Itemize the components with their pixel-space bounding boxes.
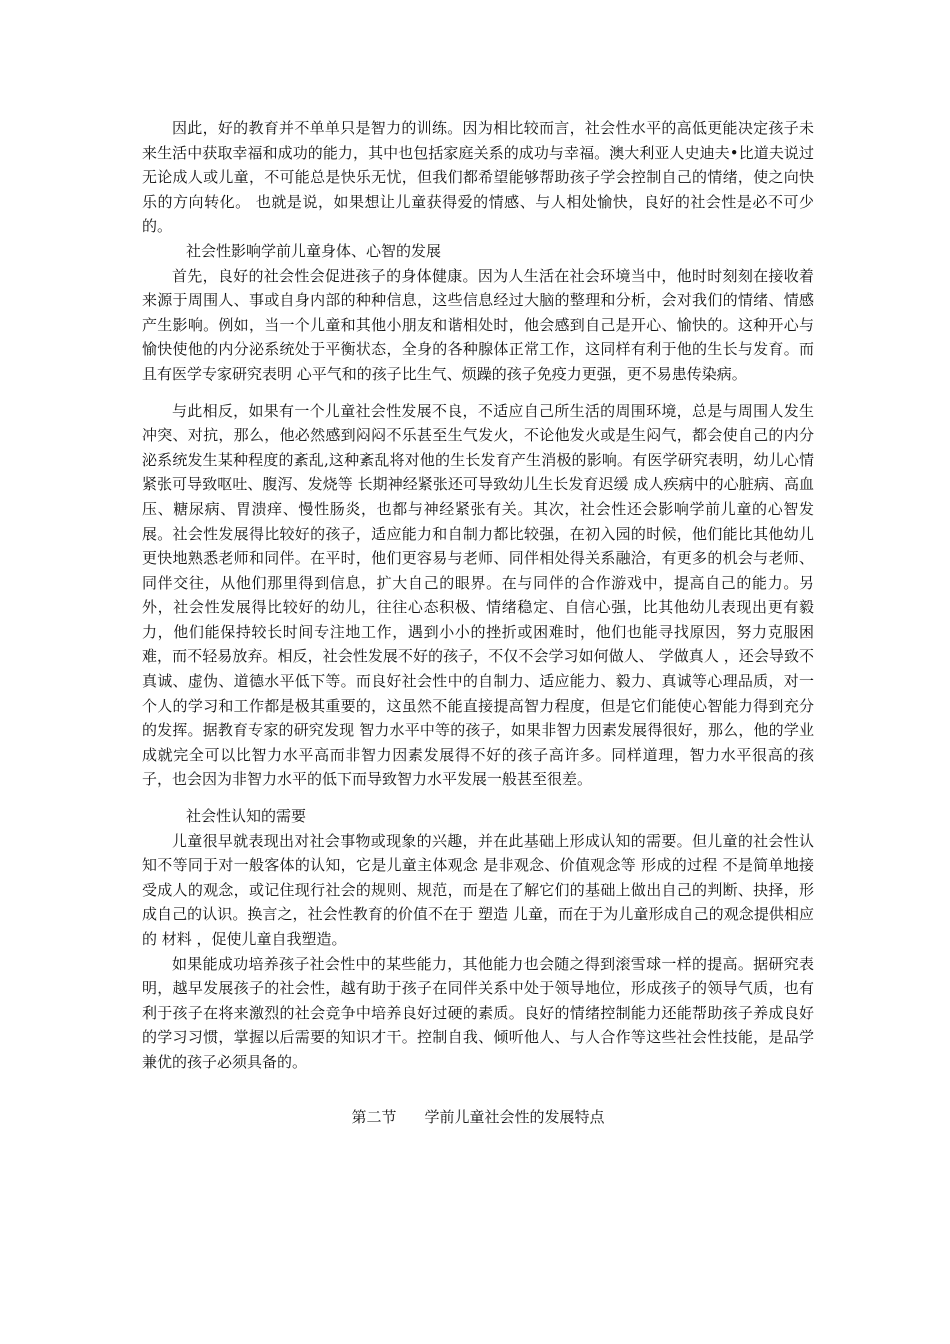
subheading-body-mind-development: 社会性影响学前儿童身体、心智的发展 [186, 241, 442, 260]
paragraph-poor-social-development: 与此相反，如果有一个儿童社会性发展不良，不适应自己所生活的周围环境，总是与周围人发生冲突、对抗，那么，他必然感到闷闷不乐甚至生气发火，不论他发火或是生闷气，都会使自己的内分泌系统发生某种程度的紊乱,这种紊乱将对他的生长发育产生消极的影响。有医学研究表明，幼儿心情紧张可导致呕吐、腹泻、发烧等 长期神经紧张还可导致幼儿生长发育迟缓 成人疾病中的心脏病、高血压、糖尿病、胃溃痒、慢性肠炎，也都与神经紧张有关。其次，社会性还会影响学前儿童的心智发展。社会性发展得比较好的孩子，适应能力和自制力都比较强，在初入园的时候，他们能比其他幼儿更快地熟悉老师和同伴。在平时，他们更容易与老师、同伴相处得关系融洽，有更多的机会与老师、同伴交往，从他们那里得到信息，扩大自己的眼界。在与同伴的合作游戏中，提高自己的能力。另外，社会性发展得比较好的幼儿，往往心态积极、情绪稳定、自信心强，比其他幼儿表现出更有毅力，他们能保持较长时间专注地工作，遇到小小的挫折或困难时，他们也能寻找原因，努力克服困难，而不轻易放弃。相反，社会性发展不好的孩子，不仅不会学习如何做人、 学做真人 ，还会导致不真诚、虚伪、道德水平低下等。而良好社会性中的自制力、适应能力、毅力、真诚等心理品质，对一个人的学习和工作都是极其重要的，这虽然不能直接提高智力程度，但是它们能使心智能力得到充分的发挥。据教育专家的研究发现 智力水平中等的孩子，如果非智力因素发展得很好，那么，他的学业成就完全可以比智力水平高而非智力因素发展得不好的孩子高许多。同样道理，智力水平很高的孩子，也会因为非智力水平的低下而导致智力水平发展一般甚至很差。 [142, 401, 814, 789]
paragraph-physical-health: 首先，良好的社会性会促进孩子的身体健康。因为人生活在社会环境当中，他时时刻刻在接收着来源于周围人、事或自身内部的种种信息，这些信息经过大脑的整理和分析，会对我们的情绪、情感产生影响。例如，当一个儿童和其他小朋友和谐相处时，他会感到自己是开心、愉快的。这种开心与愉快使他的内分泌系统处于平衡状态，全身的各种腺体正常工作，这同样有利于他的生长与发育。而且有医学专家研究表明 心平气和的孩子比生气、烦躁的孩子免疫力更强，更不易患传染病。 [142, 266, 814, 383]
paragraph-snowball-abilities: 如果能成功培养孩子社会性中的某些能力，其他能力也会随之得到滚雪球一样的提高。据研究表明，越早发展孩子的社会性，越有助于孩子在同伴关系中处于领导地位，形成孩子的领导气质，也有利于孩子在将来激烈的社会竞争中培养良好过硬的素质。良好的情绪控制能力还能帮助孩子养成良好的学习习惯，掌握以后需要的知识才干。控制自我、倾听他人、与人合作等这些社会性技能，是品学兼优的孩子必须具备的。 [142, 954, 814, 1071]
document-page [142, 116, 814, 1129]
paragraph-education-not-only-intelligence: 因此，好的教育并不单单只是智力的训练。因为相比较而言，社会性水平的高低更能决定孩子未来生活中获取幸福和成功的能力，其中也包括家庭关系的成功与幸福。澳大利亚人史迪夫•比道夫说过 无论成人或儿童，不可能总是快乐无忧，但我们都希望能够帮助孩子学会控制自己的情绪，使之向快乐的方向转化。 也就是说，如果想让儿童获得爱的情感、与人相处愉快，良好的社会性是必不可少的。 [142, 119, 814, 236]
subheading-social-cognition: 社会性认知的需要 [186, 807, 307, 826]
section-title-text: 学前儿童社会性的发展特点 [424, 1107, 605, 1126]
section-number: 第二节 [351, 1107, 397, 1126]
section-title [142, 1105, 814, 1130]
paragraph-social-cognition-needs: 儿童很早就表现出对社会事物或现象的兴趣，并在此基础上形成认知的需要。但儿童的社会性认知不等同于对一般客体的认知，它是儿童主体观念 是非观念、价值观念等 形成的过程 不是简单地接受成人的观念，或记住现行社会的规则、规范，而是在了解它们的基础上做出自己的判断、抉择，形成自己的认识。换言之，社会性教育的价值不在于 塑造 儿童，而在于为儿童形成自己的观念提供相应的 材料 ，促使儿童自我塑造。 [142, 831, 814, 948]
paragraph-spacer [142, 792, 814, 804]
paragraph-spacer [142, 387, 814, 399]
